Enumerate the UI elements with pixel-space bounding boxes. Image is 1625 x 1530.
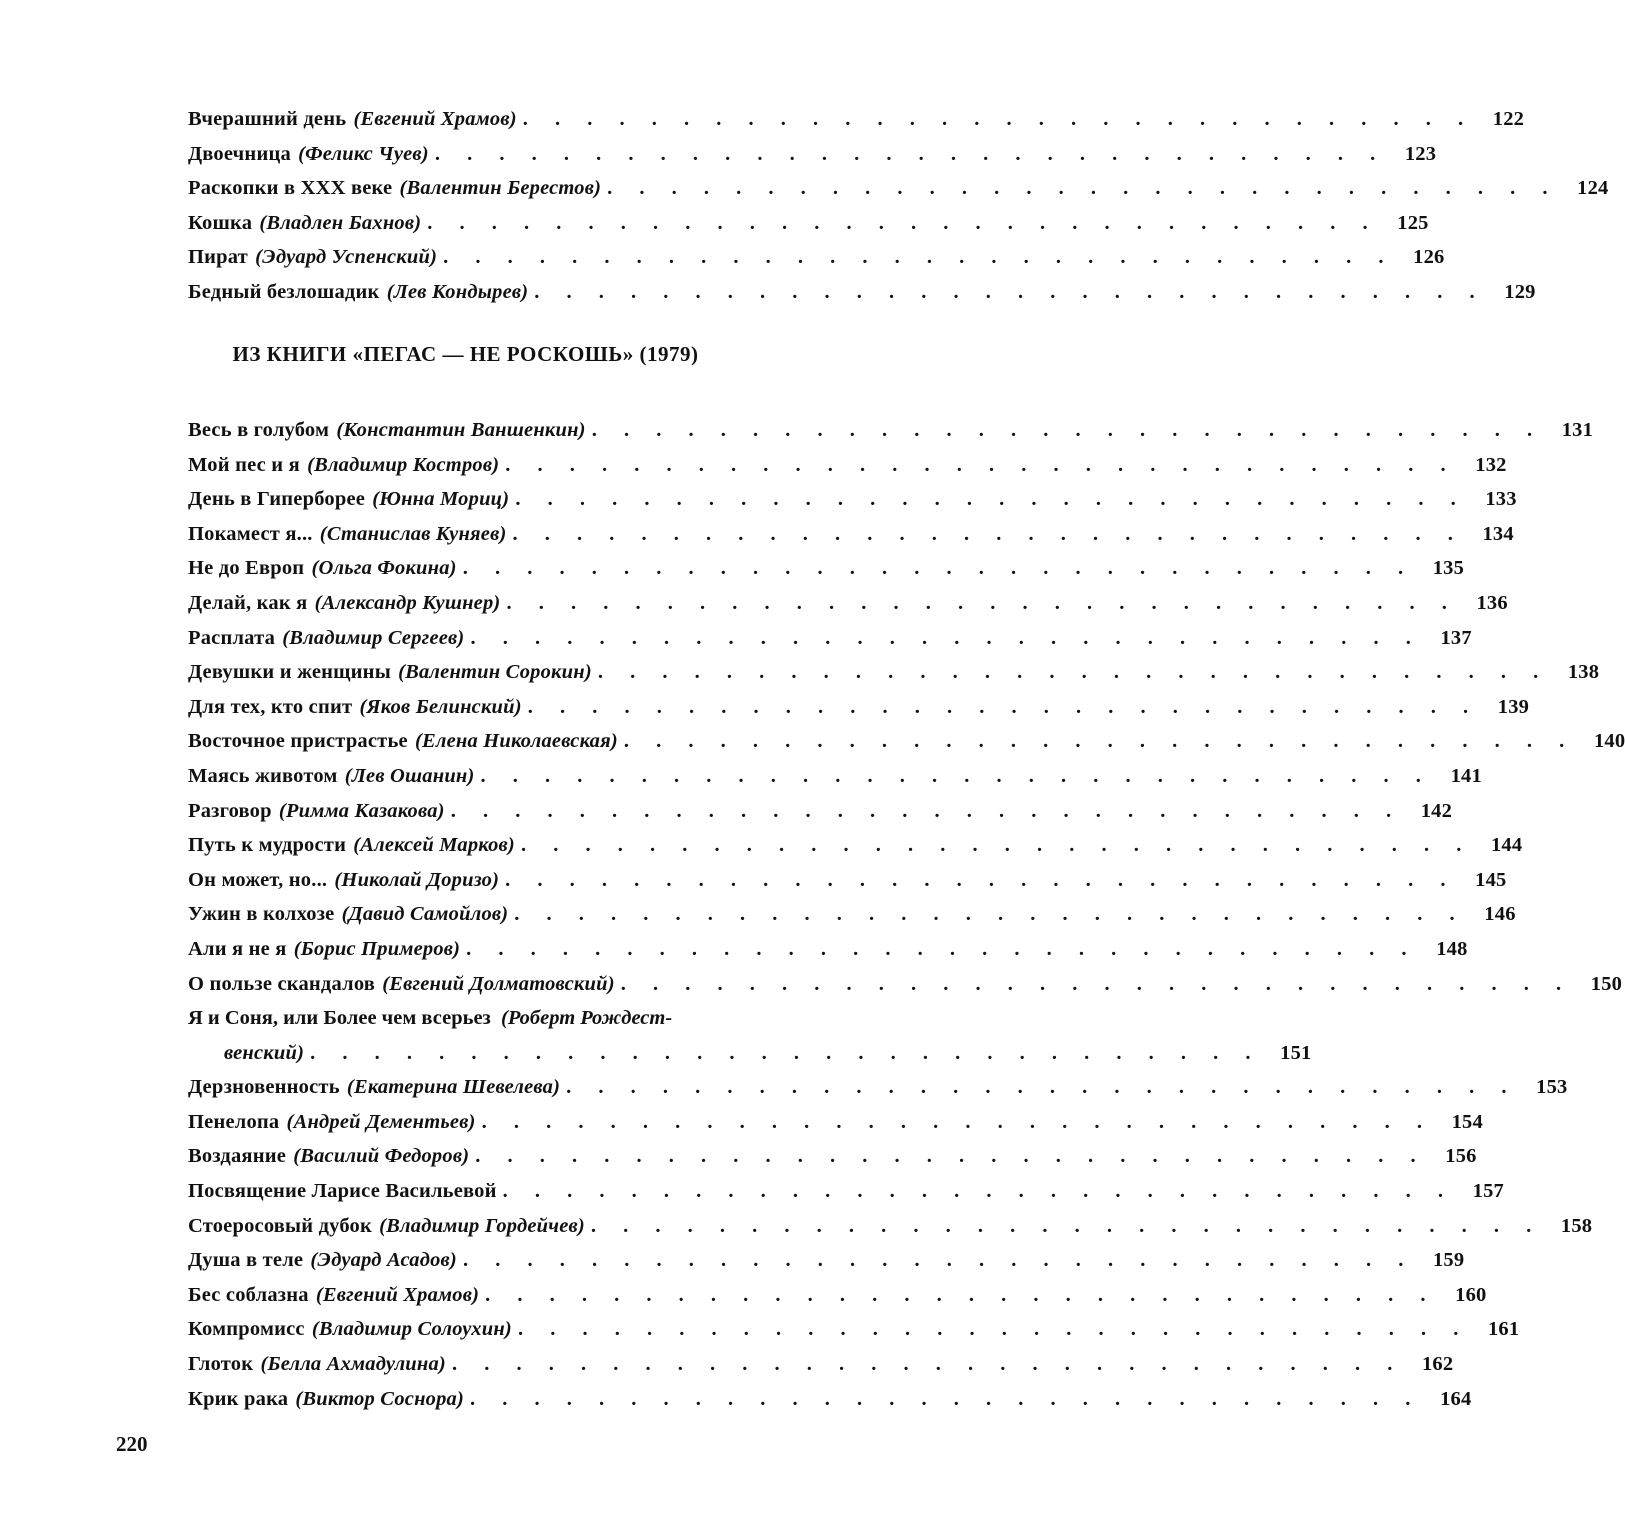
entry-page-number: 153 — [1536, 1076, 1568, 1099]
entry-page-number: 132 — [1475, 453, 1507, 476]
entry-page-number: 137 — [1440, 626, 1472, 649]
toc-entry — [188, 171, 1609, 206]
dot-leader: . . . . . . . . . . . . . . . . . . . . . . . . . . . . . . — [607, 177, 1559, 200]
entry-author: (Владимир Сергеев) — [282, 626, 465, 649]
dot-leader: . . . . . . . . . . . . . . . . . . . . . . . . . . . . . . — [527, 695, 1480, 718]
toc-entry — [188, 1278, 1487, 1313]
dot-leader: . . . . . . . . . . . . . . . . . . . . . . . . . . . . . . — [517, 1318, 1470, 1341]
entry-title: Душа в теле — [188, 1249, 304, 1272]
entry-title: Путь к мудрости — [188, 834, 347, 857]
toc-entry — [188, 206, 1429, 241]
entry-title: Девушки и женщины — [188, 661, 391, 684]
entry-author: (Феликс Чуев) — [298, 142, 429, 165]
entry-page-number: 159 — [1432, 1249, 1465, 1272]
toc-entry — [188, 621, 1472, 656]
toc-entry — [188, 724, 1625, 759]
entry-title: Весь в голубом — [188, 419, 330, 441]
entry-author: (Евгений Храмов) — [353, 108, 517, 130]
toc-entry — [188, 413, 1594, 448]
toc-entry-wrapped — [188, 1001, 1312, 1070]
entry-title: Покамест я... — [188, 522, 313, 545]
entry-title: Раскопки в XXX веке — [188, 177, 393, 200]
entry-page-number: 151 — [1280, 1041, 1312, 1064]
dot-leader: . . . . . . . . . . . . . . . . . . . . . . . . . . . . . . — [505, 868, 1457, 891]
entry-page-number: 156 — [1445, 1145, 1477, 1168]
entry-author: (Давид Самойлов) — [341, 903, 509, 926]
entry-author: (Роберт Рождест- — [501, 1007, 673, 1030]
dot-leader: . . . . . . . . . . . . . . . . . . . . . . . . . . . . . . — [506, 591, 1458, 614]
dot-leader: . . . . . . . . . . . . . . . . . . . . . . . . . . . . . . — [566, 1076, 1518, 1099]
dot-leader: . . . . . . . . . . . . . . . . . . . . . . . . . . . . . . — [620, 972, 1573, 995]
dot-leader: . . . . . . . . . . . . . . . . . . . . . . . . . . . . . . — [515, 488, 1467, 511]
toc-entry — [188, 759, 1482, 794]
entry-author: (Владимир Солоухин) — [311, 1318, 512, 1341]
entry-title: Глоток — [188, 1353, 254, 1376]
entry-page-number: 164 — [1440, 1387, 1472, 1410]
entry-author: (Елена Николаевская) — [414, 730, 618, 753]
dot-leader: . . . . . . . . . . . . . . . . . . . . . . . . . . . . . . — [591, 419, 1544, 441]
entry-page-number: 134 — [1482, 522, 1514, 545]
entry-title: Расплата — [188, 626, 276, 649]
dot-leader: . . . . . . . . . . . . . . . . . . . . . . . . . . . . . . — [450, 799, 1403, 822]
entry-page-number: 123 — [1404, 142, 1437, 165]
entry-page-number: 162 — [1421, 1353, 1454, 1376]
entry-page-number: 141 — [1450, 764, 1482, 787]
toc-entry — [188, 482, 1517, 517]
entry-author: (Яков Белинский) — [359, 695, 522, 718]
entry-title: Вчерашний день — [188, 108, 347, 130]
entry-author: (Александр Кушнер) — [314, 591, 501, 614]
toc-entry — [188, 1070, 1568, 1105]
entry-author: (Владлен Бахнов) — [259, 211, 422, 234]
entry-page-number: 126 — [1413, 246, 1445, 269]
entry-title: Я и Соня, или Более чем всерьез — [188, 1007, 491, 1030]
toc-entry — [188, 448, 1507, 483]
entry-page-number: 158 — [1560, 1214, 1593, 1237]
section-heading: ИЗ КНИГИ «ПЕГАС — НЕ РОСКОШЬ» (1979) — [232, 342, 699, 366]
dot-leader: . . . . . . . . . . . . . . . . . . . . . . . . . . . . . . — [534, 280, 1486, 303]
entry-page-number: 145 — [1475, 868, 1507, 891]
entry-author: (Алексей Марков) — [353, 834, 515, 857]
toc-entry — [188, 1243, 1465, 1278]
entry-title: Кошка — [188, 211, 253, 234]
entry-author: (Евгений Храмов) — [315, 1283, 480, 1306]
entry-author: (Римма Казакова) — [278, 799, 445, 822]
entry-author-continued: венский) — [224, 1041, 305, 1064]
toc-entry — [188, 828, 1523, 863]
toc-entry — [188, 967, 1623, 1002]
entry-title: Он может, но... — [188, 868, 328, 891]
entry-page-number: 154 — [1451, 1110, 1483, 1133]
entry-title: Воздаяние — [188, 1145, 287, 1168]
dot-leader: . . . . . . . . . . . . . . . . . . . . . . . . . . . . . . — [502, 1180, 1454, 1203]
entry-author: (Екатерина Шевелева) — [346, 1076, 561, 1099]
entry-page-number: 150 — [1590, 972, 1623, 995]
dot-leader: . . . . . . . . . . . . . . . . . . . . . . . . . . . . . . — [512, 522, 1464, 545]
entry-title: День в Гиперборее — [188, 488, 366, 511]
toc-entry — [188, 690, 1530, 725]
toc-entry — [188, 517, 1514, 552]
entry-author: (Константин Ваншенкин) — [336, 419, 586, 441]
dot-leader: . . . . . . . . . . . . . . . . . . . . . . . . . . . . . . — [310, 1041, 1262, 1064]
entry-page-number: 133 — [1485, 488, 1517, 511]
toc-list-top — [188, 102, 1609, 310]
dot-leader: . . . . . . . . . . . . . . . . . . . . . . . . . . . . . . — [522, 108, 1475, 130]
toc-entry — [188, 240, 1445, 275]
toc-entry — [188, 102, 1525, 137]
entry-author: (Борис Примеров) — [293, 937, 461, 960]
dot-leader: . . . . . . . . . . . . . . . . . . . . . . . . . . . . . . — [434, 142, 1387, 165]
entry-title: Посвящение Ларисе Васильевой — [188, 1180, 497, 1203]
dot-leader: . . . . . . . . . . . . . . . . . . . . . . . . . . . . . . — [485, 1283, 1437, 1306]
entry-page-number: 148 — [1436, 937, 1468, 960]
entry-page-number: 125 — [1397, 211, 1429, 234]
entry-page-number: 129 — [1504, 280, 1536, 303]
dot-leader: . . . . . . . . . . . . . . . . . . . . . . . . . . . . . . — [462, 1249, 1415, 1272]
toc-entry — [188, 1174, 1504, 1209]
entry-title: Делай, как я — [188, 591, 308, 614]
entry-author: (Юнна Мориц) — [372, 488, 510, 511]
entry-page-number: 139 — [1497, 695, 1530, 718]
entry-page-number: 142 — [1420, 799, 1453, 822]
entry-page-number: 161 — [1487, 1318, 1520, 1341]
entry-title: Бедный безлошадик — [188, 280, 380, 303]
entry-author: (Владимир Костров) — [307, 453, 500, 476]
entry-author: (Владимир Гордейчев) — [379, 1214, 585, 1237]
dot-leader: . . . . . . . . . . . . . . . . . . . . . . . . . . . . . . — [514, 903, 1466, 926]
entry-title: Для тех, кто спит — [188, 695, 353, 718]
dot-leader: . . . . . . . . . . . . . . . . . . . . . . . . . . . . . . — [470, 626, 1422, 649]
entry-author: (Василий Федоров) — [293, 1145, 470, 1168]
entry-title: О пользе скандалов — [188, 972, 376, 995]
entry-title: Дерзновенность — [188, 1076, 340, 1099]
entry-author: (Николай Доризо) — [334, 868, 500, 891]
entry-page-number: 157 — [1472, 1180, 1504, 1203]
entry-author: (Виктор Соснора) — [295, 1387, 465, 1410]
entry-author: (Валентин Сорокин) — [398, 661, 592, 684]
entry-page-number: 160 — [1455, 1283, 1487, 1306]
entry-author: (Валентин Берестов) — [399, 177, 602, 200]
toc-entry — [188, 275, 1536, 310]
toc-entry — [188, 897, 1516, 932]
entry-title: Не до Европ — [188, 557, 305, 580]
toc-list-main — [188, 413, 1625, 1416]
entry-title: Компромисс — [188, 1318, 305, 1341]
entry-author: (Эдуард Асадов) — [310, 1249, 457, 1272]
toc-entry — [188, 1209, 1593, 1244]
entry-title: Маясь животом — [188, 764, 338, 787]
dot-leader: . . . . . . . . . . . . . . . . . . . . . . . . . . . . . . — [623, 730, 1576, 753]
entry-author: (Андрей Дементьев) — [286, 1110, 476, 1133]
entry-author: (Белла Ахмадулина) — [260, 1353, 446, 1376]
entry-title: Мой пес и я — [188, 453, 300, 476]
dot-leader: . . . . . . . . . . . . . . . . . . . . . . . . . . . . . . — [520, 834, 1473, 857]
entry-title: Бес соблазна — [188, 1283, 309, 1306]
dot-leader: . . . . . . . . . . . . . . . . . . . . . . . . . . . . . . — [443, 246, 1395, 269]
dot-leader: . . . . . . . . . . . . . . . . . . . . . . . . . . . . . . — [475, 1145, 1427, 1168]
toc-entry — [188, 863, 1507, 898]
dot-leader: . . . . . . . . . . . . . . . . . . . . . . . . . . . . . . — [505, 453, 1457, 476]
toc-entry — [188, 1139, 1477, 1174]
entry-author: (Ольга Фокина) — [311, 557, 457, 580]
entry-page-number: 138 — [1567, 661, 1600, 684]
entry-title: Восточное пристрастье — [188, 730, 408, 753]
entry-page-number: 122 — [1492, 108, 1525, 130]
page-number: 220 — [116, 1432, 148, 1456]
toc-entry — [188, 551, 1465, 586]
toc-entry — [188, 137, 1437, 172]
entry-author: (Станислав Куняев) — [319, 522, 507, 545]
entry-title: Ужин в колхозе — [188, 903, 335, 926]
dot-leader: . . . . . . . . . . . . . . . . . . . . . . . . . . . . . . — [597, 661, 1550, 684]
entry-author: (Лев Ошанин) — [344, 764, 475, 787]
toc-entry — [188, 655, 1600, 690]
entry-title: Двоечница — [188, 142, 291, 165]
toc-entry — [188, 1382, 1472, 1417]
entry-title: Пенелопа — [188, 1110, 280, 1133]
dot-leader: . . . . . . . . . . . . . . . . . . . . . . . . . . . . . . — [470, 1387, 1422, 1410]
dot-leader: . . . . . . . . . . . . . . . . . . . . . . . . . . . . . . — [462, 557, 1415, 580]
dot-leader: . . . . . . . . . . . . . . . . . . . . . . . . . . . . . . — [451, 1353, 1404, 1376]
entry-title: Крик рака — [188, 1387, 289, 1410]
entry-page-number: 131 — [1561, 419, 1594, 441]
toc-entry — [188, 586, 1508, 621]
entry-author: (Лев Кондырев) — [386, 280, 529, 303]
entry-page-number: 124 — [1577, 177, 1609, 200]
entry-title: Разговор — [188, 799, 272, 822]
toc-entry — [188, 932, 1468, 967]
entry-title: Али я не я — [188, 937, 287, 960]
entry-page-number: 135 — [1432, 557, 1465, 580]
dot-leader: . . . . . . . . . . . . . . . . . . . . . . . . . . . . . . — [427, 211, 1379, 234]
entry-author: (Евгений Долматовский) — [382, 972, 615, 995]
entry-title: Стоеросовый дубок — [188, 1214, 372, 1237]
entry-page-number: 146 — [1484, 903, 1516, 926]
dot-leader: . . . . . . . . . . . . . . . . . . . . . . . . . . . . . . — [466, 937, 1418, 960]
toc-entry — [188, 1347, 1454, 1382]
toc-entry — [188, 1105, 1483, 1140]
entry-page-number: 144 — [1490, 834, 1523, 857]
entry-page-number: 136 — [1476, 591, 1508, 614]
toc-entry — [188, 1312, 1520, 1347]
dot-leader: . . . . . . . . . . . . . . . . . . . . . . . . . . . . . . — [480, 764, 1432, 787]
entry-author: (Эдуард Успенский) — [255, 246, 438, 269]
dot-leader: . . . . . . . . . . . . . . . . . . . . . . . . . . . . . . — [590, 1214, 1543, 1237]
toc-entry — [188, 794, 1453, 829]
entry-page-number: 140 — [1593, 730, 1625, 753]
dot-leader: . . . . . . . . . . . . . . . . . . . . . . . . . . . . . . — [481, 1110, 1433, 1133]
entry-title: Пират — [188, 246, 248, 269]
